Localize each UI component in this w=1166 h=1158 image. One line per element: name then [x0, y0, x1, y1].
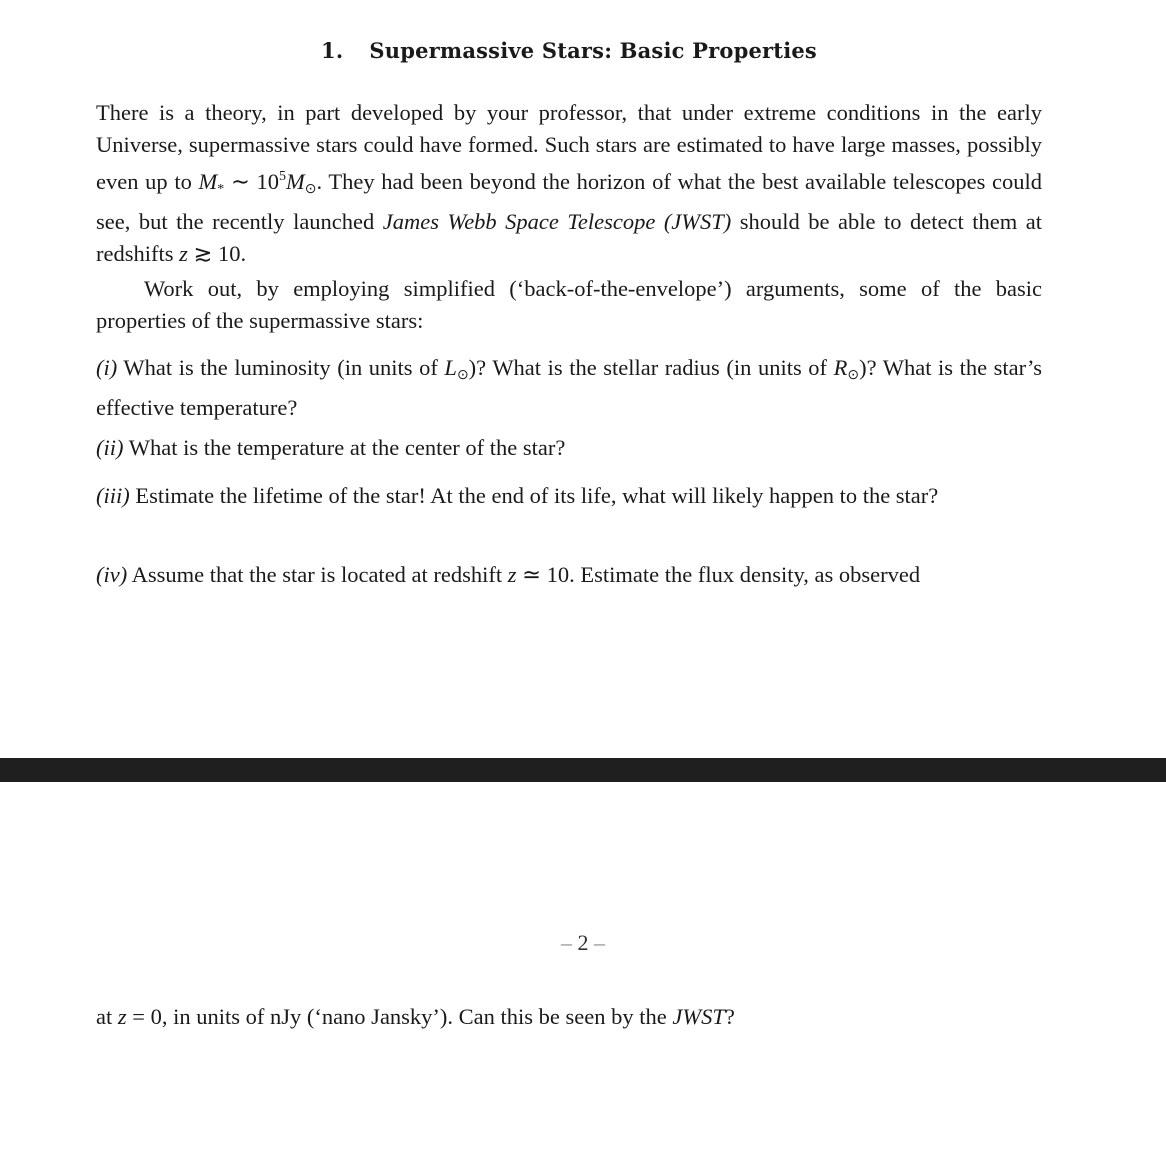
jwst-abbrev: JWST	[672, 1004, 725, 1029]
continued-text-2: = 0, in units of nJy (‘nano Jansky’). Can this be seen by the	[126, 1004, 673, 1029]
continued-text-3: ?	[724, 1004, 735, 1029]
question-text: ≃ 10. Estimate the flux density, as observed	[516, 562, 921, 587]
math-solar-mass: M	[285, 169, 305, 194]
section-heading	[0, 38, 1138, 63]
intro-text-4: ≳ 10.	[187, 241, 247, 266]
page-2	[0, 782, 1166, 1158]
question-text: )? What is the stellar radius (in units of	[468, 355, 834, 380]
page-divider	[0, 758, 1166, 782]
intro-text-1: There is a theory, in part developed by your professor, that under extreme conditions in the early Universe, supermassive stars could have formed. Such stars are estimated to have large masses, possibly even up to	[96, 100, 1042, 194]
intro-text-3: should be able to detect them at redshifts	[96, 209, 1042, 266]
question-label: (iv)	[96, 562, 128, 587]
question-label: (i)	[96, 355, 118, 380]
question-iii	[96, 480, 1042, 512]
section-title: Supermassive Stars: Basic Properties	[369, 38, 817, 63]
sun-symbol: ⊙	[304, 182, 317, 197]
question-label: (iii)	[96, 483, 130, 508]
question-i	[96, 352, 1042, 424]
intro-text-2: . They had been beyond the horizon of what the best available telescopes could see, but the recently launched	[96, 169, 1042, 234]
page-number	[0, 930, 1166, 956]
math-redshift: z	[179, 241, 188, 266]
question-ii	[96, 432, 1042, 464]
question-iv	[96, 559, 1042, 591]
question-text: What is the luminosity (in units of	[117, 355, 445, 380]
math-exponent: 5	[278, 169, 286, 184]
instruction-paragraph: Work out, by employing simplified (‘back-of-the-envelope’) arguments, some of the basic properties of the supermassive stars:	[96, 276, 1042, 333]
question-text: What is the temperature at the center of the star?	[123, 435, 566, 460]
page-number-value: 2	[577, 930, 589, 955]
math-mass-symbol: M	[198, 169, 218, 194]
question-text: Estimate the lifetime of the star! At the end of its life, what will likely happen to the star?	[129, 483, 939, 508]
math-approx: ∼ 10	[224, 169, 279, 194]
continued-text	[96, 1001, 1042, 1033]
jwst-name: James Webb Space Telescope (JWST)	[382, 209, 732, 234]
math-radius: R	[833, 355, 848, 380]
sun-symbol: ⊙	[847, 368, 860, 383]
sun-symbol: ⊙	[456, 368, 469, 383]
math-star-subscript: *	[217, 182, 225, 197]
math-luminosity: L	[444, 355, 457, 380]
intro-paragraph	[96, 97, 1042, 270]
page-dash: –	[561, 930, 578, 955]
question-text: )? What is the star’s effective temperature?	[96, 355, 1042, 420]
math-redshift: z	[117, 1004, 127, 1029]
question-label: (ii)	[96, 435, 124, 460]
section-number: 1.	[321, 38, 344, 63]
question-text: Assume that the star is located at redshift	[127, 562, 508, 587]
page-dash: –	[588, 930, 605, 955]
math-redshift: z	[507, 562, 517, 587]
continued-text-1: at	[96, 1004, 118, 1029]
